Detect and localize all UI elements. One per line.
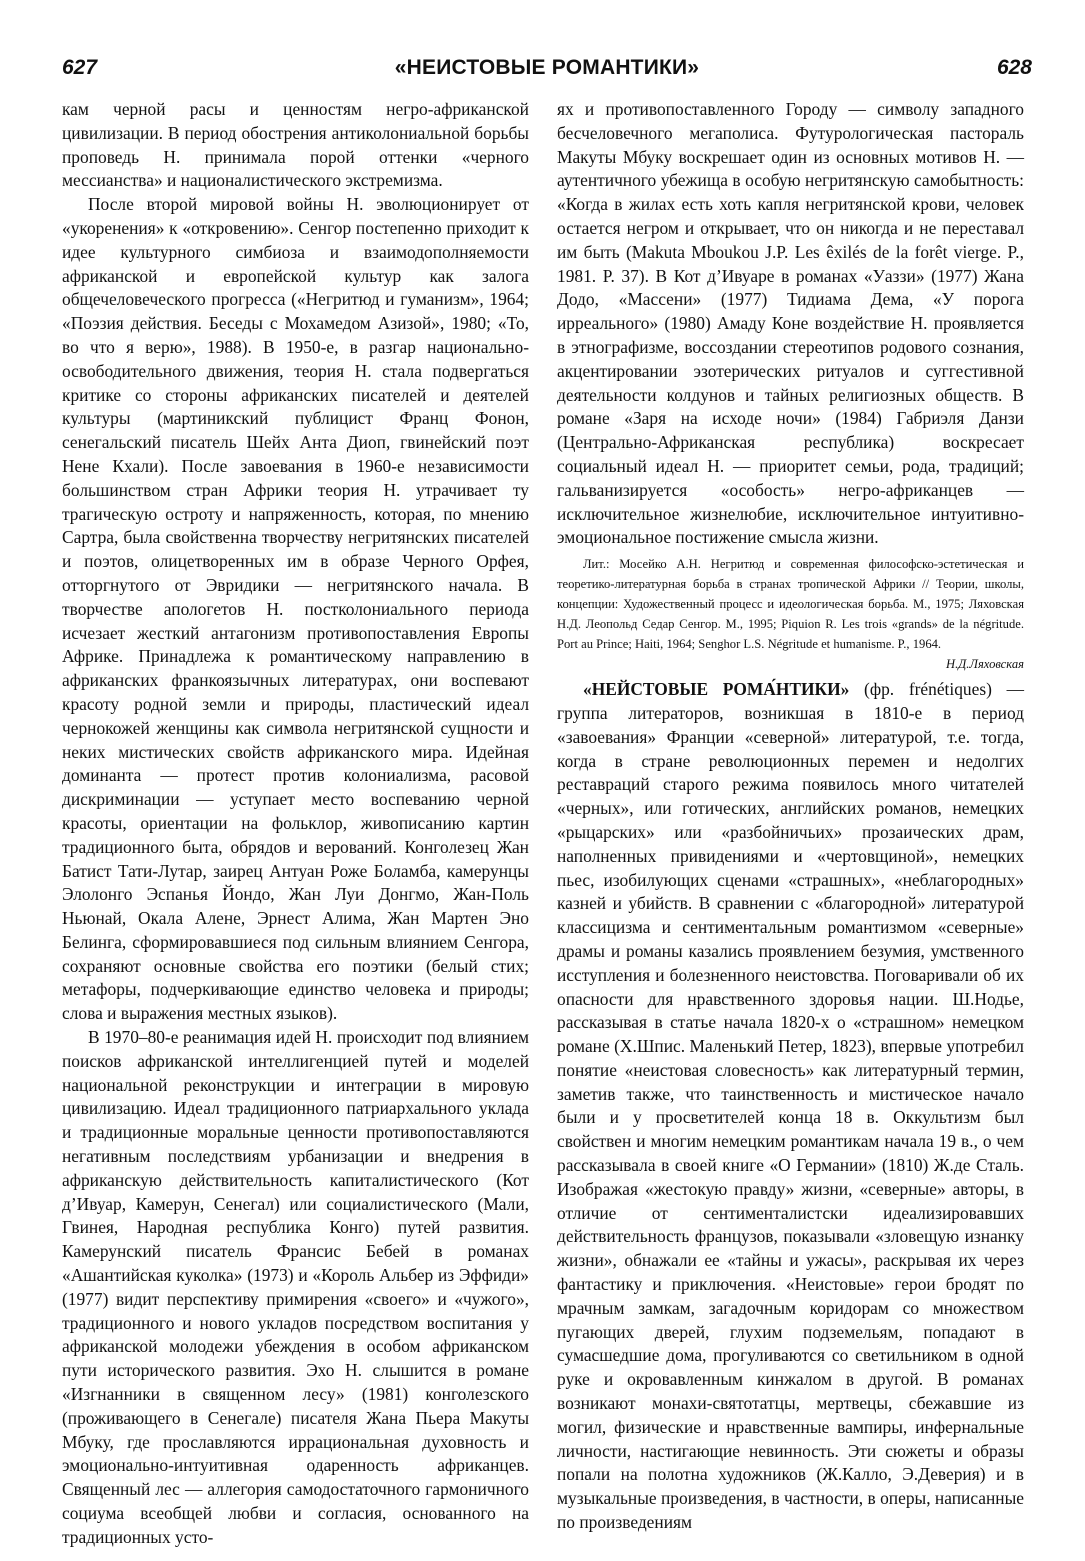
right-column bbox=[557, 98, 1024, 1535]
entry-headword: «НЕЙСТОВЫЕ РОМА́НТИКИ» bbox=[583, 679, 850, 700]
left-column bbox=[62, 98, 529, 1550]
literature-text: Лит.: Мосейко А.Н. Негритюд и современная философско-эстетическая и теоретико-литературная борьба в странах тропической Африки // Теории, школы, концепции: Художественный процесс и идеологическая борьба. М., 1975; Ляховская Н.Д. Леопольд Седар Сенгор. М., 1995; Piquion R. Les trois «grands» de la négritude. Port au Prince; Haiti, 1964; Senghor L.S. Négritude et humanisme. P., 1964. bbox=[557, 557, 1024, 652]
page-number-right: 628 bbox=[996, 56, 1032, 79]
page-header bbox=[62, 56, 1032, 90]
paragraph: После второй мировой войны Н. эволюционирует от «укоренения» к «откровению». Сенгор постепенно приходит к идее культурного симбиоза и взаимодополняемости африканской и европейской культур как залога общечеловеческого прогресса («Негритюд и гуманизм», 1964; «Поэзия действия. Беседы с Мохамедом Азизой», 1980; «То, во что я верю», 1988). В 1950-е, в разгар национально-освободительного движения, теория Н. стала подвергаться критике со стороны африканских писателей и деятелей культуры (мартиникский публицист Франц Фонон, сенегальский писатель Шейх Анта Диоп, гвинейский поэт Нене Кхали). После завоевания в 1960-е независимости большинством стран Африки теория Н. утрачивает ту трагическую остроту и напряженность, которая, по мнению Сартра, была свойственна творчеству негритянских писателей и поэтов, олицетворенных им в образе Черного Орфея, отторгнутого от Эвридики — негритянского начала. В творчестве апологетов Н. постколониального периода исчезает жесткий антагонизм противопоставления Европы Африке. Принадлежа к романтическому направлению в африканских франкоязычных литературах, они воспевают красоту родной земли и природы, пластический идеал чернокожей женщины как символа негритянской сущности и неких мистических свойств африканского мира. Идейная доминанта — протест против колониализма, расовой дискриминации — уступает место воспеванию черной красоты, ориентации на фольклор, живописанию картин традиционного быта, обрядов и верований. Конголезец Жан Батист Тати-Лутар, заирец Антуан Роже Боламба, камерунцы Элолонго Эспанья Йондо, Жан Луи Донгмо, Жан-Поль Ньюнай, Окала Алене, Эрнест Алима, Жан Мартен Эно Белинга, сформировавшиеся под сильным влиянием Сенгора, сохраняют основные свойства его поэтики (белый стих; метафоры, подчеркивающие единство человека и природы; слова и выражения местных языков). bbox=[62, 194, 529, 1024]
page-number-left: 627 bbox=[62, 56, 98, 79]
entry-text: (фр. frénétiques) — группа литераторов, возникшая в 1810-е в период «завоевания» Франции «северной» литературой, т.е. тогда, когда в стране революционных перемен и недолгих реставраций старого режима появилось много читателей «черных», или готических, английских романов, немецких «рыцарских» или «разбойничьих» прозаических драм, наполненных привидениями и «чертовщиной», немецких пьес, изобилующих сценами «страшных», «неблагородных» казней и убийств. В сравнении с «благородной» литературой классицизма и сентиментальным романтизмом «северные» драмы и романы казались проявлением безумия, умственного исступления и болезненного неистовства. Поговаривали об их опасности для нравственного здоровья нации. Ш.Нодье, рассказывая в статье начала 1820-х о «страшном» немецком романе (Х.Шпис. Маленький Петер, 1823), впервые употребил понятие «неистовая словесность» как литературный термин, заметив также, что таинственность и мистическое начало были и у просветителей конца 18 в. Оккультизм был свойствен и многим немецким романтикам начала 19 в., о чем рассказывала в своей книге «О Германии» (1810) Ж.де Сталь. Изображая «жестокую правду» жизни, «северные» авторы, в отличие от сентименталистски идеализировавших действительность французов, показывали «зловещую изнанку жизни», обнажали ее «тайны и ужасы», раскрывая их через фантастику и приключения. «Неистовые» герои бродят по мрачным замкам, загадочным коридорам со множеством пугающих дверей, глухим подземельям, попадают в сумасшедшие дома, прогуливаются со светильником в одной руке и окровавленным кинжалом в другой. В романах возникают монахи-святотатцы, мертвецы, сбежавшие из могил, физические и нравственные вампиры, инфернальные личности, настигающие невинность. Эти сюжеты и образы попали на полотна художников (Ж.Калло, Э.Деверия) и в музыкальные произведения, в частности, в оперы, написанные по произведениям bbox=[557, 679, 1024, 1533]
encyclopedia-entry bbox=[557, 678, 1024, 1535]
paragraph: ях и противопоставленного Городу — символу западного бесчеловечного мегаполиса. Футурологическая пастораль Макуты Мбуку воскрешает один из основных мотивов Н. — аутентичного убежища в особую негритянскую самобытность: «Когда в жилах есть хоть капля негритянской крови, человек остается негром и открывает, что он никогда и не переставал им быть (Makuta Mboukou J.P. Les êxilés de la forêt vierge. P., 1981. P. 37). В Кот д’Ивуаре в романах «Уаззи» (1977) Жана Додо, «Массени» (1977) Тидиама Дема, «У порога ирреального» (1980) Амаду Коне воздействие Н. проявляется в этнографизме, воссоздании стереотипов родового сознания, акцентировании эзотерических ритуалов и суггестивной деятельности колдунов и тайных религиозных обществ. В романе «Заря на исходе ночи» (1984) Габриэля Данзи (Центрально-Африканская республика) воскресает социальный идеал Н. — приоритет семьи, рода, традиций; гальванизируется «особость» негро-африканцев — исключительное жизнелюбие, исключительное интуитивно-эмоциональное постижение смысла жизни. bbox=[557, 99, 1024, 548]
running-title: «НЕИСТОВЫЕ РОМАНТИКИ» bbox=[394, 56, 700, 79]
literature-references bbox=[557, 554, 1024, 672]
paragraph: кам черной расы и ценностям негро-африканской цивилизации. В период обострения антиколониальной борьбы проповедь Н. принимала порой оттенки «черного мессианства» и националистического экстремизма. bbox=[62, 99, 529, 191]
paragraph: В 1970–80-е реанимация идей Н. происходит под влиянием поисков африканской интеллигенцией путей и моделей национальной реконструкции и интеграции в мировую цивилизацию. Идеал традиционного патриархального уклада и традиционные моральные ценности противопоставляются негативным последствиям урбанизации и внедрения в африканскую действительность капиталистического (Кот д’Ивуар, Камерун, Сенегал) или социалистического (Мали, Гвинея, Народная республика Конго) путей развития. Камерунский писатель Франсис Бебей в романах «Ашантийская куколка» (1973) и «Король Альбер из Эффиди» (1977) видит перспективу примирения «своего» и «чужого», традиционного и нового укладов посредством воспитания у африканской молодежи убеждения в особом африканском пути исторического развития. Эхо Н. слышится в романе «Изгнанники в священном лесу» (1981) конголезского (проживающего в Сенегале) писателя Жана Пьера Макуты Мбуку, где прославляются иррациональная духовность и эмоционально-интуитивная одаренность африканцев. Священный лес — аллегория самодостаточного гармоничного социума всеобщей любви и согласия, основанного на традиционных усто- bbox=[62, 1027, 529, 1547]
article-author: Н.Д.Ляховская bbox=[946, 657, 1024, 672]
